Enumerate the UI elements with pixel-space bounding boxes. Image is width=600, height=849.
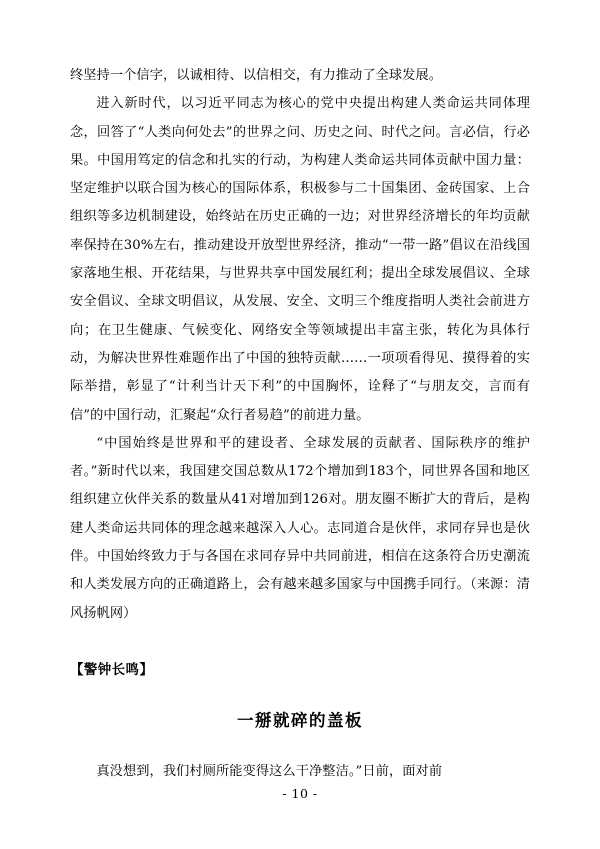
article-body-upper [70,62,530,628]
article-paragraph-1: 真没想到，我们村厕所能变得这么干净整洁。”日前，面对前 [96,763,443,779]
article-body-lower [70,758,530,786]
paragraph-continuation: 终坚持一个信字，以诚相待、以信相交，有力推动了全球发展。 [70,68,443,83]
page-number: - 10 - [282,786,318,801]
paragraph-1: 进入新时代，以习近平同志为核心的党中央提出构建人类命运共同体理念，回答了“人类向何处去”的世界之问、历史之问、时代之问。言必信，行必果。中国用笃定的信念和扎实的行动，为构建人类命运共同体贡献中国力量：坚定维护以联合国为核心的国际体系，积极参与二十国集团、金砖国家、上合组织等多边机制建设，始终站在历史正确的一边；对世界经济增长的年均贡献率保持在30%左右，推动建设开放型世界经济，推动“一带一路”倡议在沿线国家落地生根、开花结果，与世界共享中国发展红利；提出全球发展倡议、全球安全倡议、全球文明倡议，从发展、安全、文明三个维度指明人类社会前进方向；在卫生健康、气候变化、网络安全等领域提出丰富主张，转化为具体行动，为解决世界性难题作出了中国的独特贡献……一项项看得见、摸得着的实际举措，彰显了“计利当计天下利”的中国胸怀，诠释了“与朋友交，言而有信”的中国行动，汇聚起“众行者易趋”的前进力量。 [70,96,530,423]
article-title: 一掰就碎的盖板 [237,710,363,730]
paragraph-2: “中国始终是世界和平的建设者、全球发展的贡献者、国际秩序的维护者。”新时代以来，我国建交国总数从172个增加到183个，同世界各国和地区组织建立伙伴关系的数量从41对增加到126对。朋友圈不断扩大的背后，是构建人类命运共同体的理念越来越深入人心。志同道合是伙伴，求同存异也是伙伴。中国始终致力于与各国在求同存异中共同前进，相信在这条符合历史潮流和人类发展方向的正确道路上，会有越来越多国家与中国携手同行。（来源：清风扬帆网） [70,435,530,621]
section-tag: 【警钟长鸣】 [70,661,154,678]
